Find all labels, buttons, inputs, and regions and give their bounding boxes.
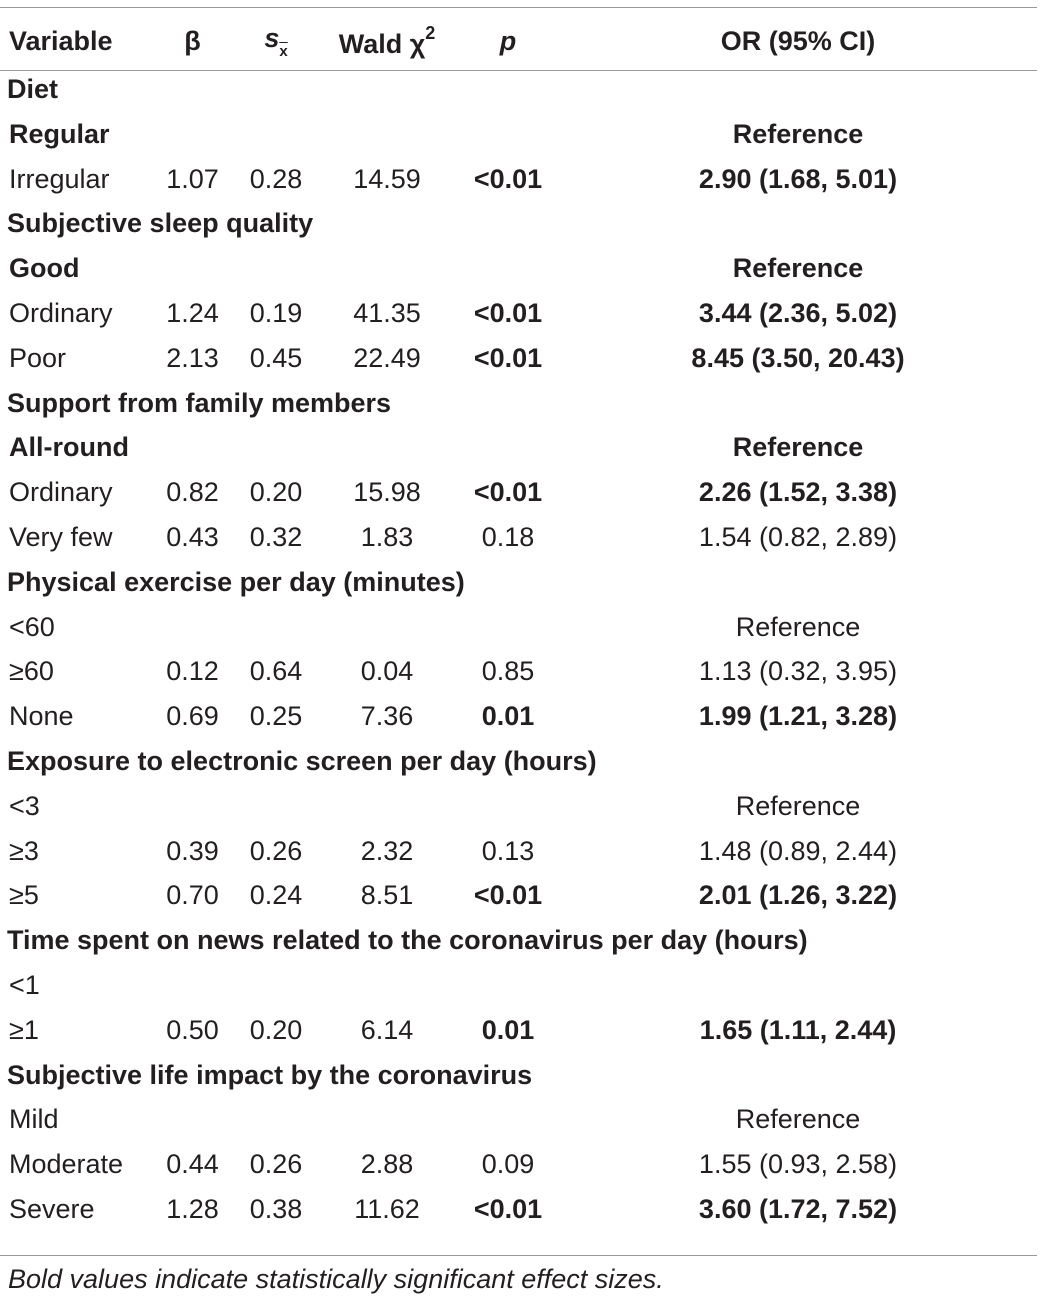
group-label: Diet <box>7 74 59 104</box>
p-cell: <0.01 <box>473 342 543 373</box>
se-cell: 0.20 <box>249 477 303 508</box>
row-label: <3 <box>9 790 40 821</box>
empty-cell <box>457 963 559 1008</box>
empty-cell <box>150 784 235 829</box>
row-label: ≥1 <box>9 1014 39 1045</box>
header-beta: β <box>184 25 201 56</box>
table-row <box>0 336 1037 381</box>
group-header-row <box>0 560 1037 605</box>
wald-cell: 6.14 <box>360 1014 414 1045</box>
or-cell: 3.44 (2.36, 5.02) <box>698 297 898 328</box>
se-cell: 0.26 <box>249 835 303 866</box>
wald-cell: 14.59 <box>353 163 421 194</box>
regression-table <box>0 14 1037 1232</box>
empty-cell <box>235 1097 317 1142</box>
group-header-row <box>0 67 1037 112</box>
empty-cell <box>150 963 235 1008</box>
row-label: Very few <box>9 521 113 552</box>
reference-row <box>0 963 1037 1008</box>
row-label: ≥3 <box>9 835 39 866</box>
empty-cell <box>317 605 457 650</box>
empty-cell <box>150 605 235 650</box>
row-label: Good <box>9 253 80 284</box>
or-cell: Reference <box>732 253 864 284</box>
table-row <box>0 649 1037 694</box>
empty-cell <box>317 425 457 470</box>
empty-cell <box>235 605 317 650</box>
empty-cell <box>457 605 559 650</box>
table-row <box>0 1008 1037 1053</box>
beta-cell: 0.12 <box>166 656 219 687</box>
se-cell: 0.26 <box>249 1149 303 1180</box>
group-header-row <box>0 201 1037 246</box>
empty-cell <box>235 112 317 157</box>
empty-cell <box>235 425 317 470</box>
beta-cell: 0.50 <box>166 1014 219 1045</box>
header-or: OR (95% CI) <box>720 25 876 56</box>
row-label: <60 <box>9 611 55 642</box>
empty-cell <box>235 246 317 291</box>
row-label: <1 <box>9 969 40 1000</box>
row-label: Severe <box>9 1193 95 1224</box>
header-variable: Variable <box>9 25 113 56</box>
beta-cell: 0.69 <box>166 701 219 732</box>
or-cell: 1.54 (0.82, 2.89) <box>698 521 898 552</box>
group-label: Physical exercise per day (minutes) <box>7 566 465 597</box>
row-label: All-round <box>9 432 129 463</box>
group-header-row <box>0 381 1037 426</box>
row-label: Ordinary <box>9 297 113 328</box>
p-cell: 0.01 <box>481 1014 535 1045</box>
p-cell: 0.85 <box>481 656 535 687</box>
p-cell: 0.13 <box>481 835 535 866</box>
wald-cell: 2.88 <box>360 1149 414 1180</box>
empty-cell <box>235 784 317 829</box>
row-label: Moderate <box>9 1149 124 1180</box>
se-cell: 0.19 <box>249 297 303 328</box>
wald-cell: 0.04 <box>360 656 414 687</box>
or-cell: 1.99 (1.21, 3.28) <box>698 701 898 732</box>
row-label: Regular <box>9 118 110 149</box>
group-label: Subjective life impact by the coronavirus <box>7 1059 533 1090</box>
group-label: Support from family members <box>7 387 392 418</box>
empty-cell <box>317 246 457 291</box>
p-cell: <0.01 <box>473 880 543 911</box>
reference-row <box>0 1097 1037 1142</box>
table-row <box>0 291 1037 336</box>
table-row <box>0 694 1037 739</box>
se-cell: 0.24 <box>249 880 303 911</box>
p-cell: 0.09 <box>481 1149 535 1180</box>
header-se: $s_{\overline{x}}$ <box>264 23 288 60</box>
or-cell: Reference <box>735 790 861 821</box>
or-cell: 1.48 (0.89, 2.44) <box>698 835 898 866</box>
table-row <box>0 515 1037 560</box>
or-cell: 2.01 (1.26, 3.22) <box>698 880 898 911</box>
header-p: p <box>499 25 517 56</box>
wald-cell: 11.62 <box>354 1193 420 1224</box>
p-cell: 0.18 <box>481 521 535 552</box>
empty-cell <box>457 246 559 291</box>
beta-cell: 0.43 <box>166 521 219 552</box>
row-label: Irregular <box>9 163 110 194</box>
or-cell: 1.65 (1.11, 2.44) <box>699 1014 897 1045</box>
wald-cell: 7.36 <box>360 701 414 732</box>
empty-cell <box>457 1097 559 1142</box>
p-cell: 0.01 <box>481 701 535 732</box>
footnote: Bold values indicate statistically significant effect sizes. <box>8 1264 664 1294</box>
p-cell: <0.01 <box>473 1193 543 1224</box>
row-label: ≥60 <box>9 656 54 687</box>
group-label: Time spent on news related to the coronavirus per day (hours) <box>7 925 808 956</box>
or-cell: Reference <box>735 611 861 642</box>
table-row <box>0 1187 1037 1232</box>
empty-cell <box>457 425 559 470</box>
table-body <box>0 67 1037 1232</box>
or-cell: 2.26 (1.52, 3.38) <box>698 477 898 508</box>
empty-cell <box>317 963 457 1008</box>
wald-cell: 2.32 <box>360 835 414 866</box>
empty-cell <box>150 112 235 157</box>
header-row <box>0 14 1037 67</box>
or-cell: Reference <box>735 1104 861 1135</box>
row-label: Poor <box>9 342 67 373</box>
empty-cell <box>150 1097 235 1142</box>
row-label: None <box>9 701 74 732</box>
beta-cell: 1.24 <box>166 297 219 328</box>
empty-cell <box>317 112 457 157</box>
beta-cell: 0.70 <box>166 880 219 911</box>
reference-row <box>0 246 1037 291</box>
table-row <box>0 1142 1037 1187</box>
p-cell: <0.01 <box>473 477 543 508</box>
wald-cell: 15.98 <box>353 477 421 508</box>
row-label: Ordinary <box>9 477 113 508</box>
header-wald: Wald $\chi^2$ <box>338 23 436 59</box>
table-row <box>0 873 1037 918</box>
or-cell: 3.60 (1.72, 7.52) <box>698 1193 898 1224</box>
se-cell: 0.28 <box>249 163 303 194</box>
reference-row <box>0 112 1037 157</box>
or-cell <box>559 963 1037 1008</box>
table-row <box>0 470 1037 515</box>
group-label: Subjective sleep quality <box>7 208 314 239</box>
row-label: ≥5 <box>9 880 39 911</box>
beta-cell: 0.39 <box>166 835 219 866</box>
empty-cell <box>150 425 235 470</box>
se-cell: 0.20 <box>249 1014 303 1045</box>
reference-row <box>0 425 1037 470</box>
or-cell: 2.90 (1.68, 5.01) <box>698 163 898 194</box>
p-cell: <0.01 <box>473 297 543 328</box>
se-cell: 0.64 <box>249 656 303 687</box>
wald-cell: 8.51 <box>360 880 414 911</box>
beta-cell: 2.13 <box>166 342 219 373</box>
bottom-rule <box>0 1255 1037 1256</box>
beta-cell: 0.44 <box>166 1149 219 1180</box>
or-cell: 1.13 (0.32, 3.95) <box>698 656 898 687</box>
group-header-row <box>0 1053 1037 1098</box>
table-row <box>0 157 1037 202</box>
or-cell: Reference <box>732 432 864 463</box>
wald-cell: 22.49 <box>353 342 421 373</box>
empty-cell <box>457 784 559 829</box>
empty-cell <box>150 246 235 291</box>
row-label: Mild <box>9 1104 59 1135</box>
or-cell: 1.55 (0.93, 2.58) <box>698 1149 898 1180</box>
p-cell: <0.01 <box>473 163 543 194</box>
empty-cell <box>317 784 457 829</box>
se-cell: 0.25 <box>249 701 303 732</box>
group-header-row <box>0 918 1037 963</box>
top-rule <box>0 7 1037 8</box>
beta-cell: 1.07 <box>166 163 219 194</box>
empty-cell <box>235 963 317 1008</box>
se-cell: 0.32 <box>249 521 303 552</box>
beta-cell: 0.82 <box>166 477 219 508</box>
group-label: Exposure to electronic screen per day (hours) <box>7 745 597 776</box>
wald-cell: 1.83 <box>360 521 414 552</box>
reference-row <box>0 784 1037 829</box>
se-cell: 0.45 <box>249 342 303 373</box>
or-cell: Reference <box>732 118 864 149</box>
header-rule <box>0 70 1037 71</box>
table-row <box>0 829 1037 874</box>
se-cell: 0.38 <box>249 1193 303 1224</box>
wald-cell: 41.35 <box>353 297 421 328</box>
or-cell: 8.45 (3.50, 20.43) <box>691 342 905 373</box>
empty-cell <box>457 112 559 157</box>
empty-cell <box>317 1097 457 1142</box>
group-header-row <box>0 739 1037 784</box>
reference-row <box>0 605 1037 650</box>
beta-cell: 1.28 <box>166 1193 219 1224</box>
